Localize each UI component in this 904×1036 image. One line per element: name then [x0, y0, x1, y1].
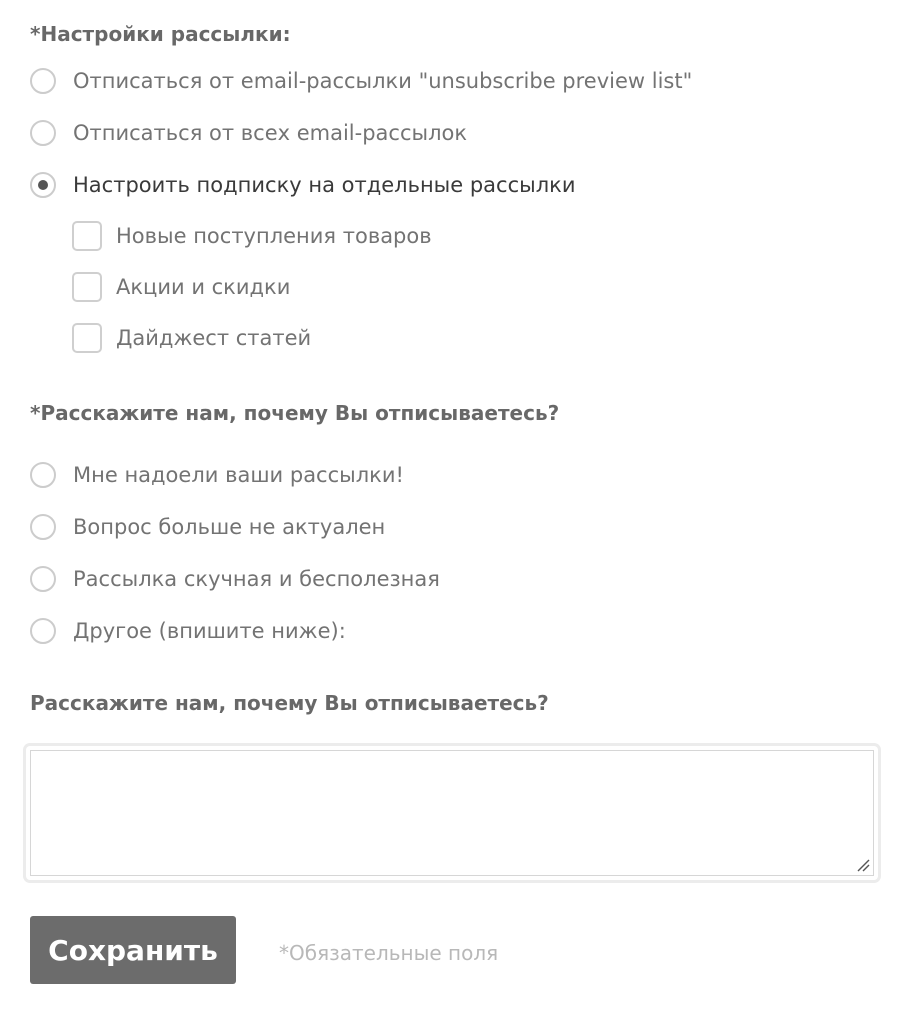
- radio-button[interactable]: [30, 462, 56, 488]
- option-label: Другое (впишите ниже):: [73, 619, 346, 643]
- list-digest[interactable]: [72, 322, 311, 354]
- reason-option-not-relevant[interactable]: [30, 512, 385, 542]
- comment-title: Расскажите нам, почему Вы отписываетесь?: [30, 691, 549, 715]
- list-promotions[interactable]: [72, 271, 290, 303]
- list-label: Дайджест статей: [116, 326, 312, 350]
- radio-button[interactable]: [30, 514, 56, 540]
- save-button[interactable]: Сохранить: [30, 916, 236, 984]
- reason-title: *Расскажите нам, почему Вы отписываетесь?: [30, 401, 560, 425]
- checkbox[interactable]: [72, 272, 102, 302]
- reason-option-boring[interactable]: [30, 564, 440, 594]
- radio-button[interactable]: [30, 120, 56, 146]
- option-unsubscribe-list[interactable]: [30, 66, 692, 96]
- radio-button[interactable]: [30, 68, 56, 94]
- option-label: Мне надоели ваши рассылки!: [73, 463, 404, 487]
- option-custom-subscription[interactable]: [30, 170, 575, 200]
- comment-textarea[interactable]: [30, 750, 874, 876]
- reason-option-tired[interactable]: [30, 460, 404, 490]
- radio-dot-icon: [38, 180, 48, 190]
- radio-button[interactable]: [30, 618, 56, 644]
- list-label: Новые поступления товаров: [116, 224, 432, 248]
- option-label: Вопрос больше не актуален: [73, 515, 386, 539]
- resize-handle-icon[interactable]: [856, 858, 870, 872]
- reason-option-other[interactable]: [30, 616, 346, 646]
- required-fields-note: *Обязательные поля: [279, 941, 499, 965]
- comment-field-wrapper: [26, 746, 878, 880]
- option-label: Отписаться от всех email-рассылок: [73, 121, 468, 145]
- option-unsubscribe-all[interactable]: [30, 118, 467, 148]
- radio-button-selected[interactable]: [30, 172, 56, 198]
- checkbox[interactable]: [72, 323, 102, 353]
- option-label: Рассылка скучная и бесполезная: [73, 567, 440, 591]
- checkbox[interactable]: [72, 221, 102, 251]
- radio-button[interactable]: [30, 566, 56, 592]
- option-label: Настроить подписку на отдельные рассылки: [73, 173, 576, 197]
- option-label: Отписаться от email-рассылки "unsubscribe preview list": [73, 69, 693, 93]
- list-new-arrivals[interactable]: [72, 220, 432, 252]
- list-label: Акции и скидки: [116, 275, 291, 299]
- settings-title: *Настройки рассылки:: [30, 22, 291, 46]
